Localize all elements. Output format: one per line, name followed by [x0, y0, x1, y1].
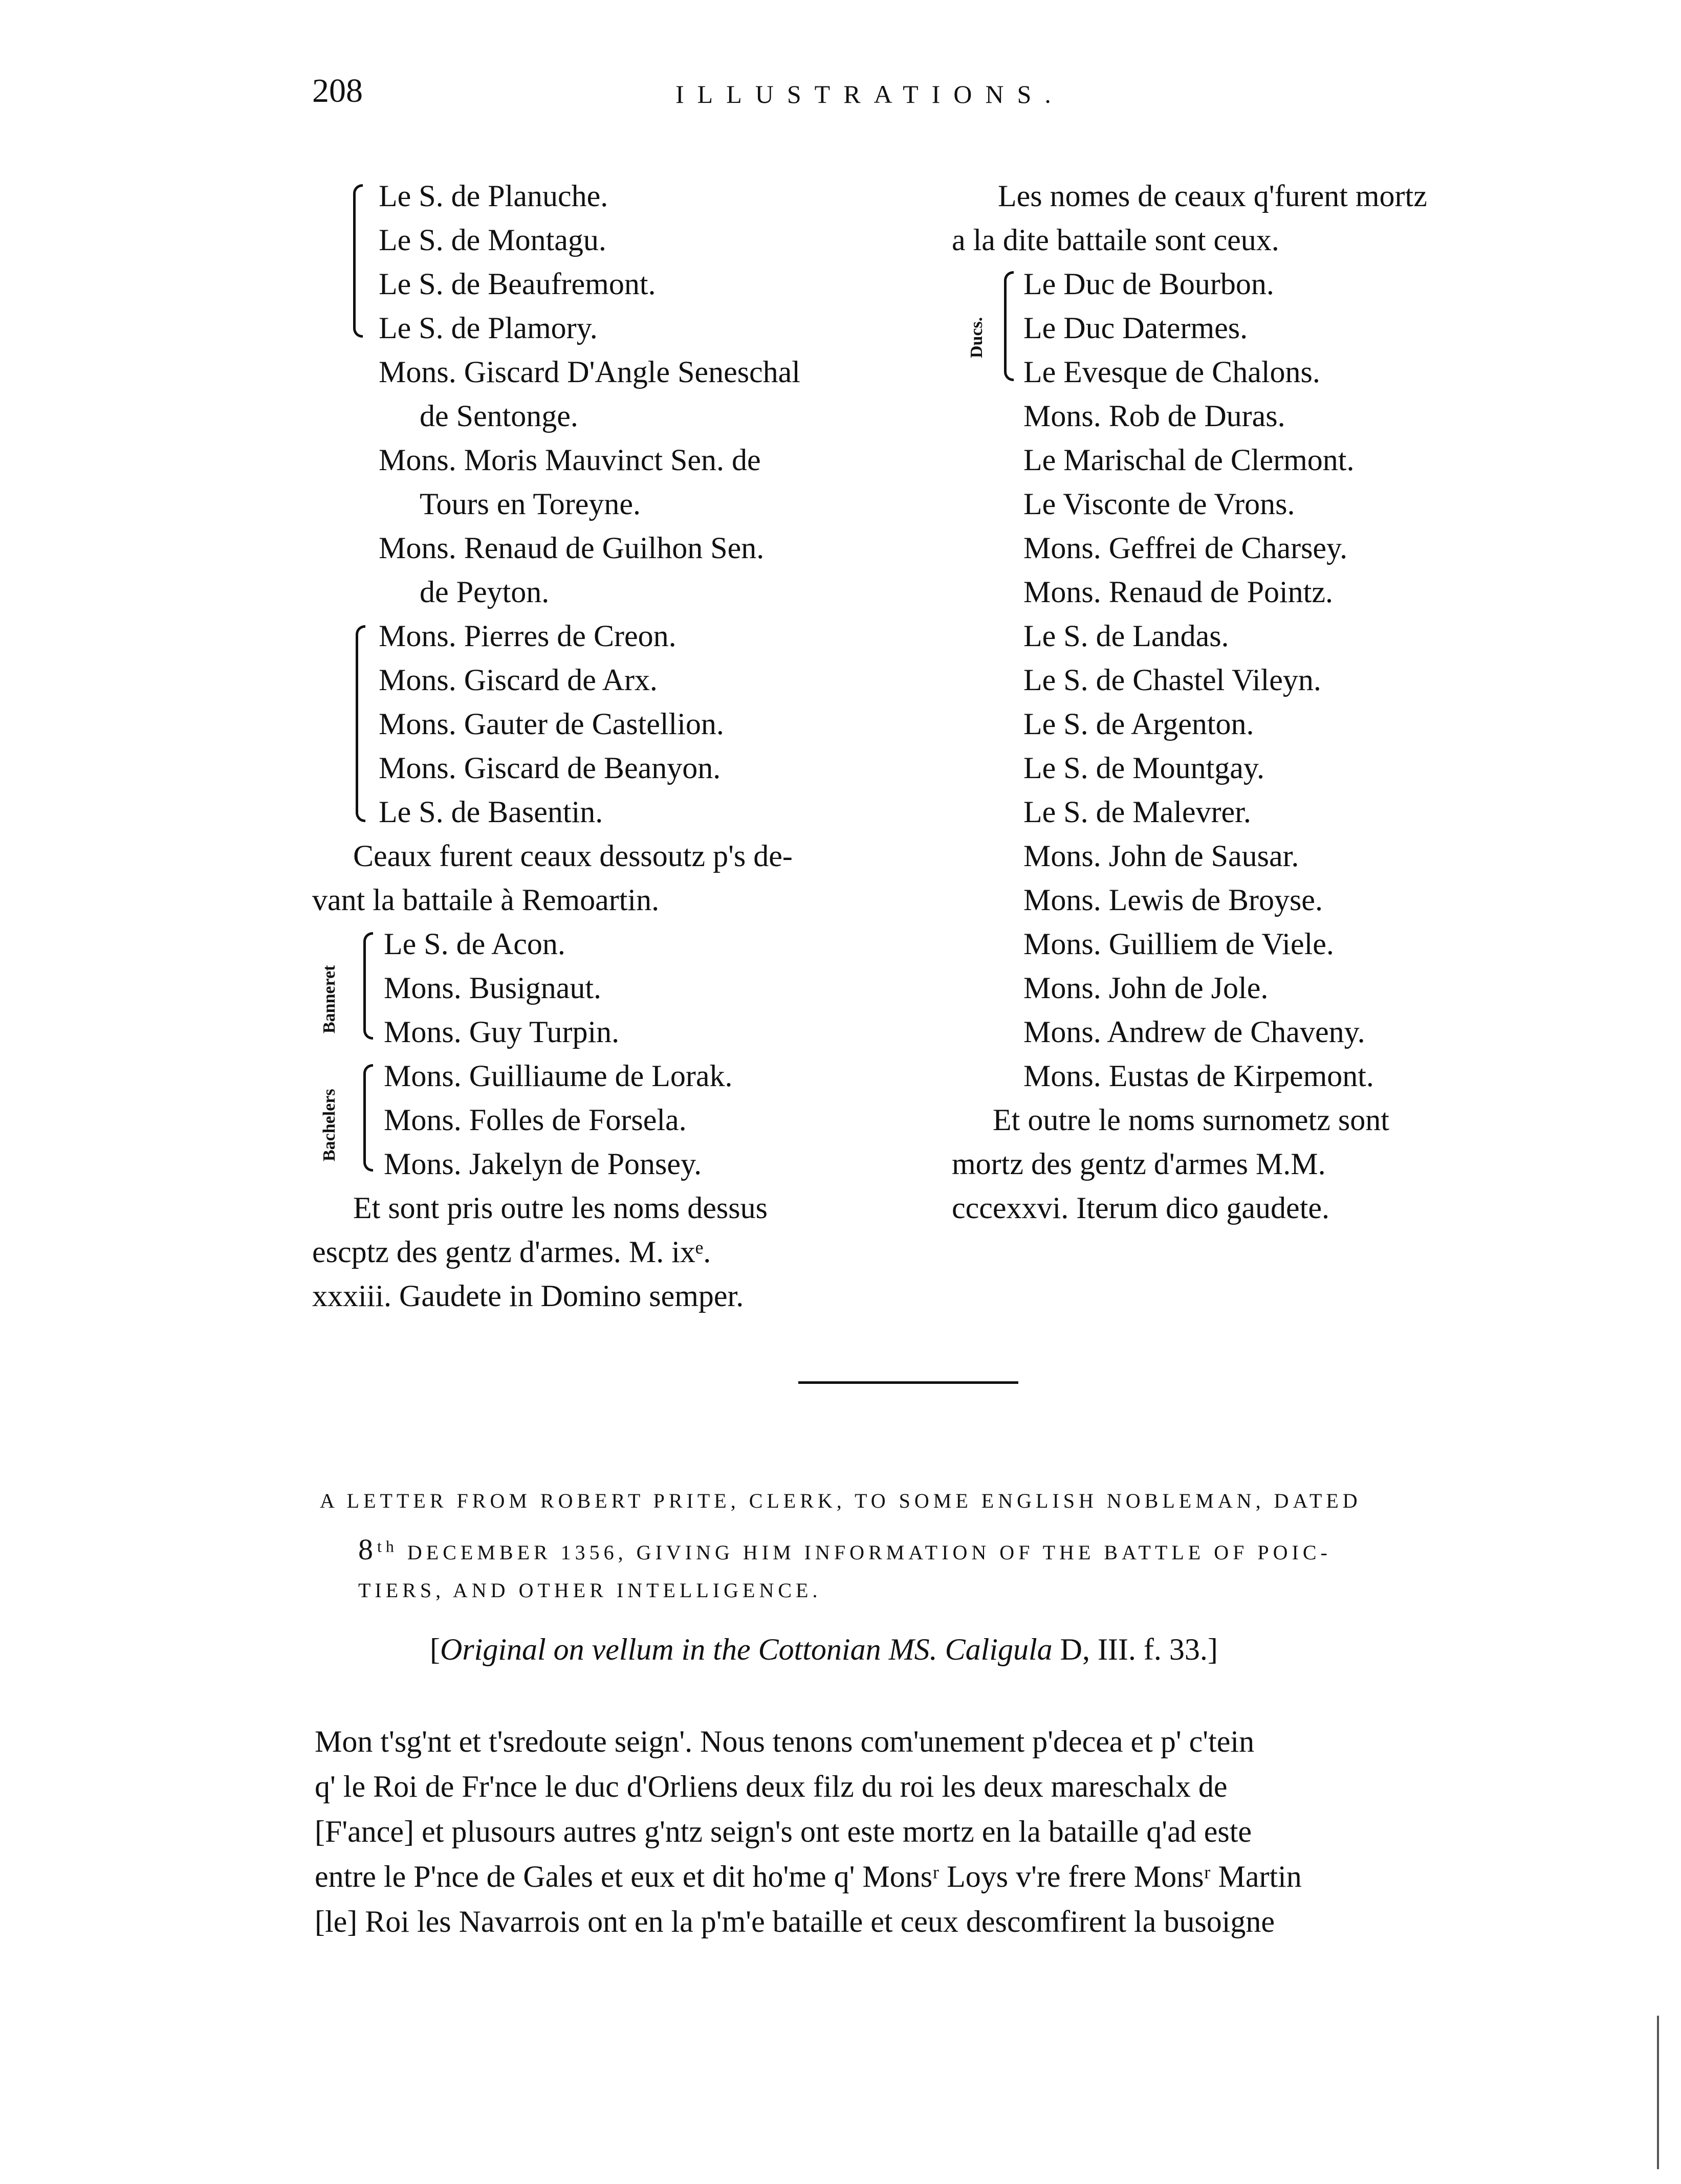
list-item: Mons. Gauter de Castellion. [379, 707, 724, 741]
list-item: Mons. Guilliem de Viele. [1023, 927, 1334, 961]
list-item: Mons. Pierres de Creon. [379, 619, 676, 653]
list-item: Le S. de Montagu. [379, 223, 606, 257]
paragraph-line: escptz des gentz d'armes. M. ixᵉ. [312, 1235, 711, 1269]
banneret-label: Banneret [320, 965, 339, 1033]
list-item: Le Marischal de Clermont. [1023, 443, 1355, 477]
body-line: q' le Roi de Fr'nce le duc d'Orliens deux filz du roi les deux mareschalx de [315, 1770, 1228, 1803]
body-line: [F'ance] et plusours autres g'ntz seign's ont este mortz en la bataille q'ad este [315, 1815, 1252, 1848]
list-item: Le Duc Datermes. [1023, 311, 1248, 345]
list-item: Mons. Giscard D'Angle Seneschal [379, 355, 800, 389]
paragraph-line: Et sont pris outre les noms dessus [353, 1191, 768, 1225]
list-item: Le S. de Chastel Vileyn. [1023, 663, 1321, 697]
paragraph-line: vant la battaile à Remoartin. [312, 883, 660, 917]
list-item: Mons. Geffrei de Charsey. [1023, 531, 1348, 565]
list-item: Mons. Jakelyn de Ponsey. [384, 1147, 702, 1181]
source-reference: D, III. f. 33.] [1052, 1633, 1218, 1666]
list-item: Mons. Giscard de Beanyon. [379, 751, 721, 785]
list-item: Le S. de Mountgay. [1023, 751, 1265, 785]
list-item: Mons. Rob de Duras. [1023, 399, 1285, 433]
brace-group-1 [353, 184, 363, 338]
list-item: Le S. de Malevrer. [1023, 795, 1251, 829]
paragraph-line: mortz des gentz d'armes M.M. [952, 1147, 1326, 1181]
source-citation [430, 1632, 1218, 1667]
list-item: Le S. de Basentin. [379, 795, 603, 829]
source-open-bracket: [ [430, 1633, 440, 1666]
list-item: Le S. de Acon. [384, 927, 565, 961]
running-head: ILLUSTRATIONS. [675, 80, 1064, 108]
brace-ducs [1004, 271, 1014, 381]
brace-group-2 [356, 625, 365, 822]
letter-heading-line-2 [358, 1532, 1331, 1567]
heading-date-number: 8 [358, 1533, 377, 1566]
brace-banneret [363, 932, 373, 1040]
list-item: Mons. Lewis de Broyse. [1023, 883, 1323, 917]
list-item: Le S. de Planuche. [379, 179, 608, 213]
list-item: Mons. Renaud de Guilhon Sen. [379, 531, 765, 565]
list-item: Mons. Giscard de Arx. [379, 663, 658, 697]
paragraph-line: Ceaux furent ceaux dessoutz p's de- [353, 839, 793, 873]
list-item: Le Evesque de Chalons. [1023, 355, 1320, 389]
letter-heading-line-1: A LETTER FROM ROBERT PRITE, CLERK, TO SOME ENGLISH NOBLEMAN, DATED [320, 1489, 1362, 1512]
list-item: Mons. Andrew de Chaveny. [1023, 1015, 1365, 1049]
paragraph-line: Et outre le noms surnometz sont [993, 1103, 1389, 1137]
list-item: Mons. John de Sausar. [1023, 839, 1299, 873]
heading-line-2-text: DECEMBER 1356, GIVING HIM INFORMATION OF THE BATTLE OF POIC- [398, 1541, 1331, 1564]
list-item: Le Duc de Bourbon. [1023, 267, 1274, 301]
bachelers-label: Bachelers [320, 1089, 339, 1161]
section-divider [798, 1381, 1018, 1384]
list-item: Mons. Guy Turpin. [384, 1015, 620, 1049]
list-item: Le S. de Argenton. [1023, 707, 1254, 741]
paragraph-line: cccexxvi. Iterum dico gaudete. [952, 1191, 1329, 1225]
list-item: Mons. John de Jole. [1023, 971, 1269, 1005]
body-line: entre le P'nce de Gales et eux et dit ho'me q' Monsʳ Loys v're frere Monsʳ Martin [315, 1860, 1302, 1893]
list-item: Mons. Busignaut. [384, 971, 602, 1005]
list-item: Tours en Toreyne. [420, 487, 641, 521]
paragraph-line: Les nomes de ceaux q'furent mortz [998, 179, 1427, 213]
list-item: de Peyton. [420, 575, 550, 609]
ducs-label: Ducs. [967, 317, 986, 358]
list-item: Mons. Moris Mauvinct Sen. de [379, 443, 761, 477]
heading-date-ordinal: th [377, 1537, 398, 1556]
list-item: Le S. de Landas. [1023, 619, 1229, 653]
page-number: 208 [312, 72, 363, 109]
list-item: de Sentonge. [420, 399, 578, 433]
source-italic: Original on vellum in the Cottonian MS. Caligula [440, 1633, 1053, 1666]
list-item: Mons. Folles de Forsela. [384, 1103, 687, 1137]
list-item: Le S. de Plamory. [379, 311, 598, 345]
paragraph-line: xxxiii. Gaudete in Domino semper. [312, 1279, 744, 1313]
list-item: Mons. Eustas de Kirpemont. [1023, 1059, 1374, 1093]
list-item: Mons. Renaud de Pointz. [1023, 575, 1333, 609]
list-item: Le S. de Beaufremont. [379, 267, 656, 301]
scan-edge-line [1657, 2016, 1659, 2169]
list-item: Mons. Guilliaume de Lorak. [384, 1059, 733, 1093]
body-line: Mon t'sg'nt et t'sredoute seign'. Nous tenons com'unement p'decea et p' c'tein [315, 1725, 1255, 1758]
brace-bachelers [363, 1064, 373, 1172]
body-line: [le] Roi les Navarrois ont en la p'm'e bataille et ceux descomfirent la busoigne [315, 1905, 1275, 1938]
list-item: Le Visconte de Vrons. [1023, 487, 1295, 521]
paragraph-line: a la dite battaile sont ceux. [952, 223, 1279, 257]
letter-heading-line-3: TIERS, AND OTHER INTELLIGENCE. [358, 1579, 822, 1602]
